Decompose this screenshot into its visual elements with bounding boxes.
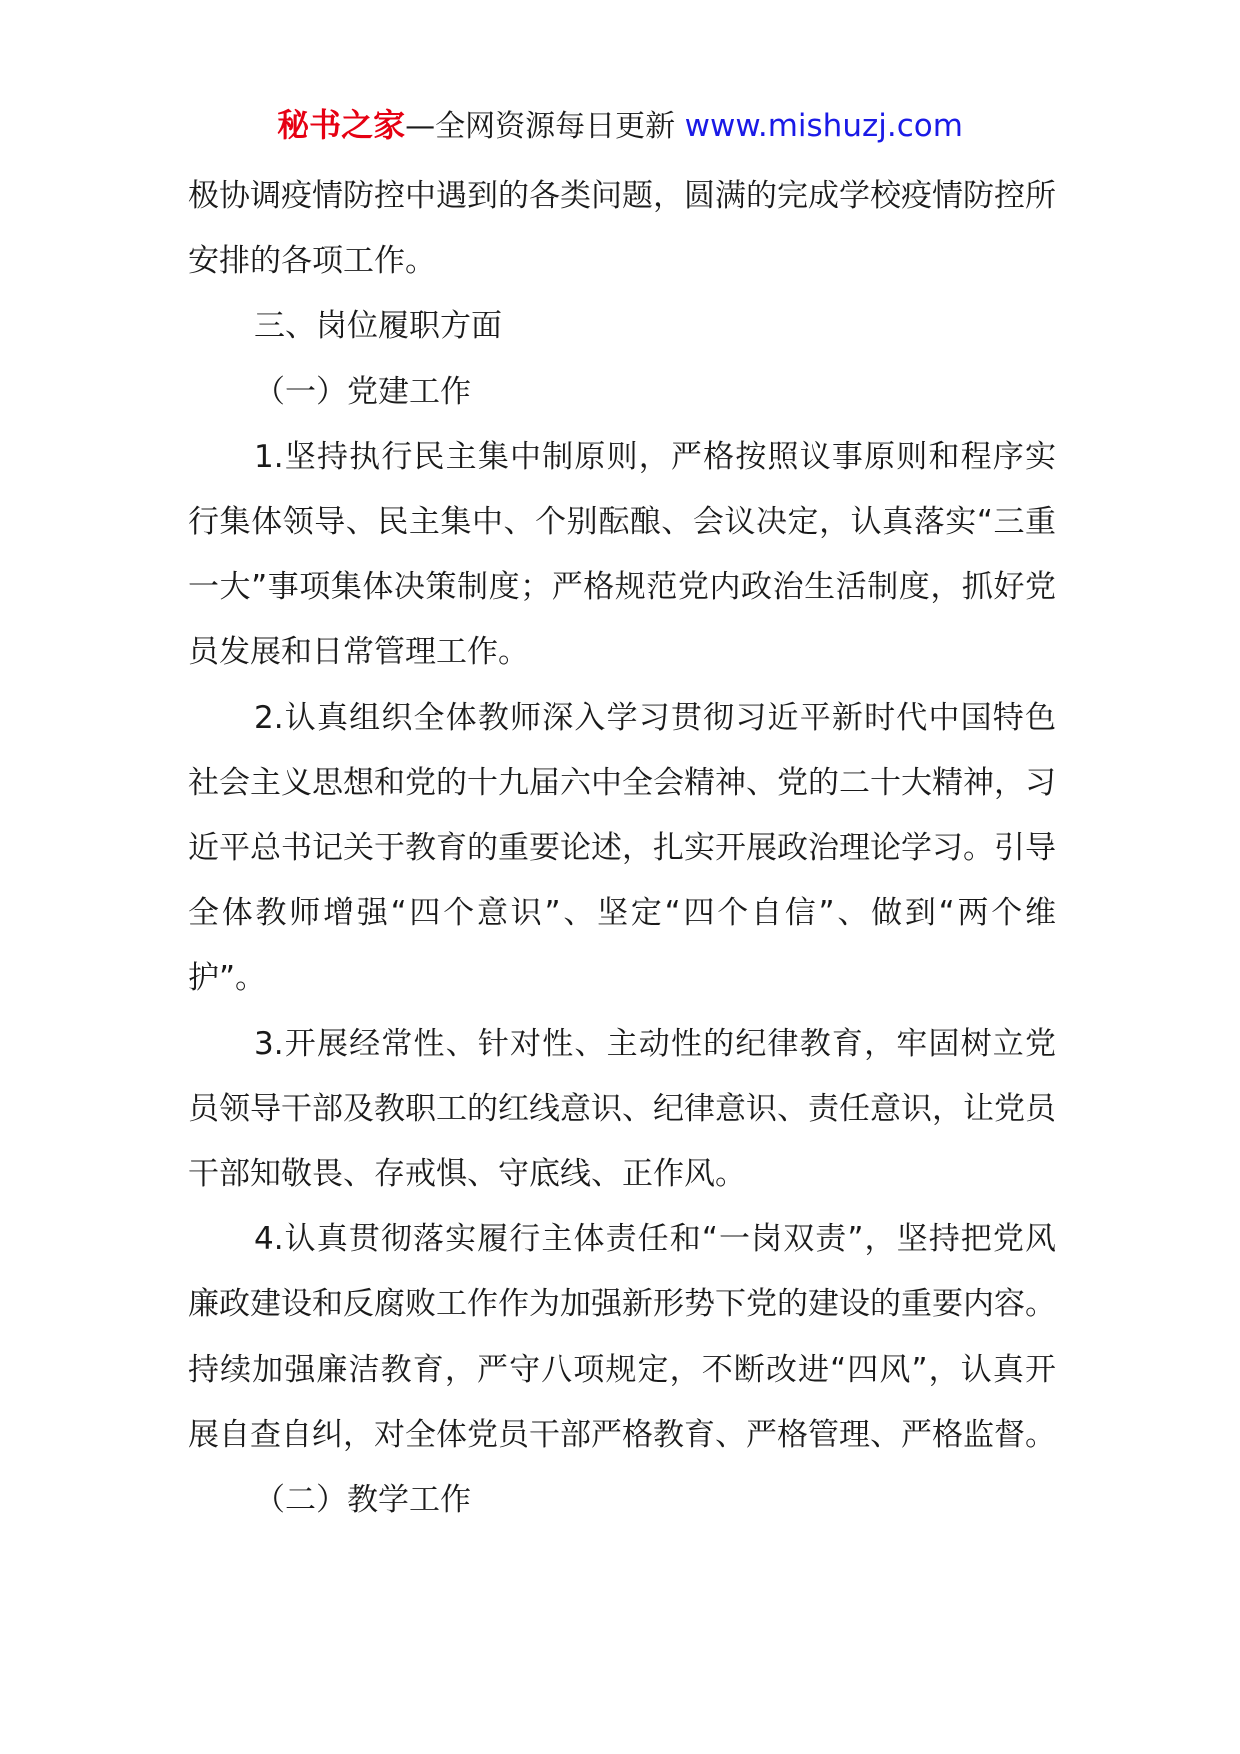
paragraph-item-2: 2.认真组织全体教师深入学习贯彻习近平新时代中国特色社会主义思想和党的十九届六中全会精神、党的二十大精神，习近平总书记关于教育的重要论述，扎实开展政治理论学习。引导全体教师增强“四个意识”、坚定“四个自信”、做到“两个维护”。	[188, 699, 1056, 997]
paragraph-item-4: 4.认真贯彻落实履行主体责任和“一岗双责”，坚持把党风廉政建设和反腐败工作作为加强新形势下党的建设的重要内容。持续加强廉洁教育，严守八项规定，不断改进“四风”，认真开展自查自纠，对全体党员干部严格教育、严格管理、严格监督。	[188, 1221, 1056, 1453]
paragraph-item-1: 1.坚持执行民主集中制原则，严格按照议事原则和程序实行集体领导、民主集中、个别酝酿、会议决定，认真落实“三重一大”事项集体决策制度；严格规范党内政治生活制度，抓好党员发展和日常管理工作。	[188, 438, 1056, 671]
site-url-link[interactable]: www.mishuzj.com	[684, 108, 963, 144]
subsection-heading-teaching: （二）教学工作	[254, 1482, 471, 1519]
page-header	[0, 98, 1240, 154]
section-heading-3: 三、岗位履职方面	[254, 308, 502, 345]
paragraph-continuation: 极协调疫情防控中遇到的各类问题，圆满的完成学校疫情防控所安排的各项工作。	[188, 178, 1056, 280]
site-tagline: —全网资源每日更新	[405, 109, 685, 144]
subsection-heading-party-building: （一）党建工作	[254, 373, 471, 410]
site-brand: 秘书之家	[277, 106, 406, 144]
document-body	[188, 164, 1056, 1533]
paragraph-item-3: 3.开展经常性、针对性、主动性的纪律教育，牢固树立党员领导干部及教职工的红线意识、纪律意识、责任意识，让党员干部知敬畏、存戒惧、守底线、正作风。	[188, 1025, 1056, 1193]
